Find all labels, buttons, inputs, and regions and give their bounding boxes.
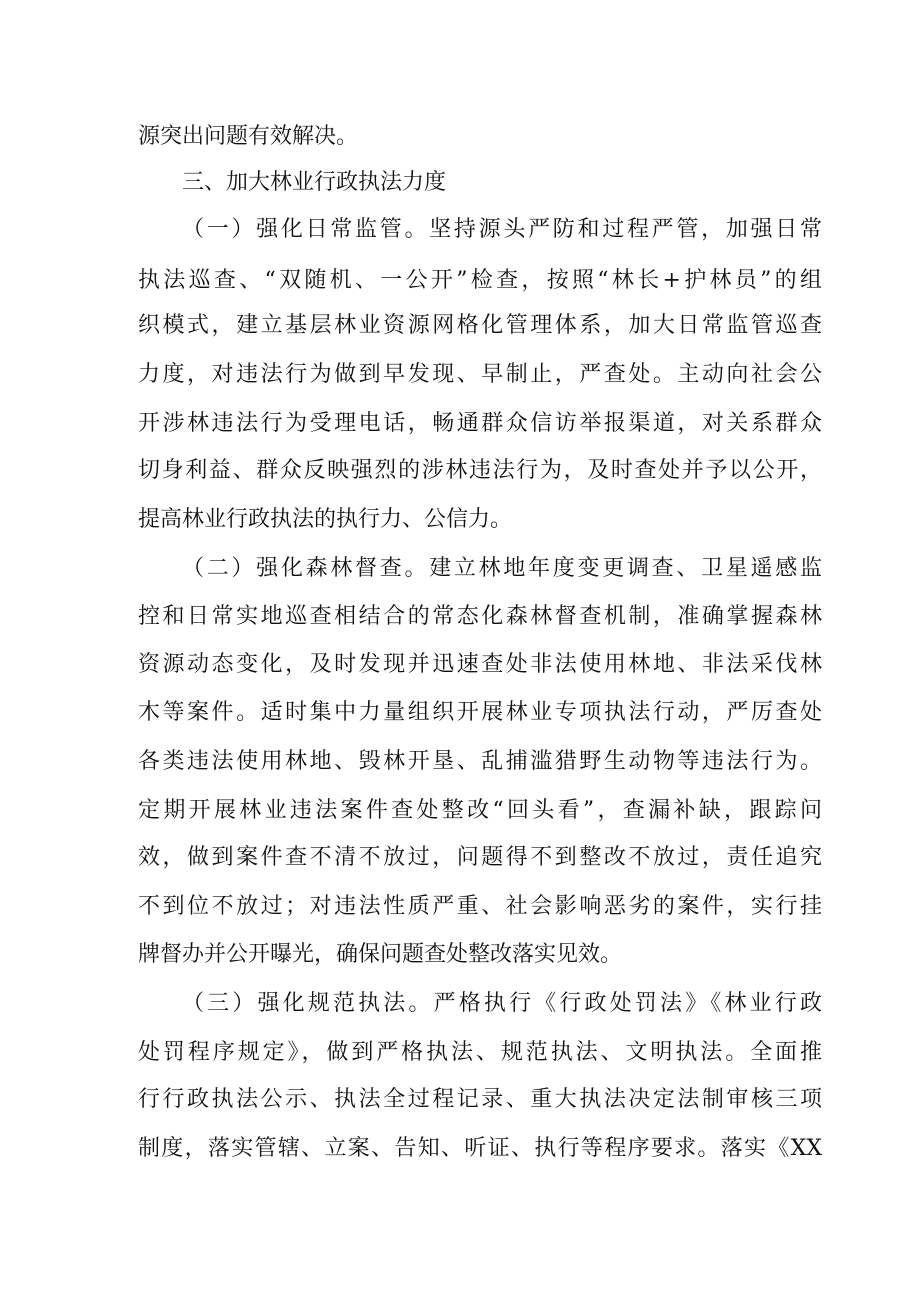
paragraph-line: 织模式，建立基层林业资源网格化管理体系，加大日常监管巡查 <box>138 313 822 338</box>
paragraph-line: 提高林业行政执法的执行力、公信力。 <box>138 507 513 532</box>
paragraph-line: 处罚程序规定》，做到严格执法、规范执法、文明执法。全面推 <box>138 1040 822 1065</box>
paragraph-line: 效，做到案件查不清不放过，问题得不到整改不放过，责任追究 <box>138 845 822 870</box>
paragraph-line: 开涉林违法行为受理电话，畅通群众信访举报渠道，对关系群众 <box>138 411 822 436</box>
paragraph-line: 不到位不放过；对违法性质严重、社会影响恶劣的案件，实行挂 <box>138 894 822 919</box>
paragraph-line: 各类违法使用林地、毁林开垦、乱捕滥猎野生动物等违法行为。 <box>138 749 822 774</box>
section-heading: 三、加大林业行政执法力度 <box>182 170 447 195</box>
paragraph-line: 牌督办并公开曝光，确保问题查处整改落实见效。 <box>138 942 623 967</box>
paragraph-line: （三）强化规范执法。严格执行《行政处罚法》《林业行政 <box>182 991 822 1016</box>
paragraph-line: 切身利益、群众反映强烈的涉林违法行为，及时查处并予以公开， <box>138 458 822 483</box>
paragraph-line: 执法巡查、“双随机、一公开”检查，按照“林长+护林员”的组 <box>138 268 822 293</box>
paragraph-line: 源突出问题有效解决。 <box>138 124 359 149</box>
paragraph-line: 制度，落实管辖、立案、告知、听证、执行等程序要求。落实《XX <box>138 1136 822 1161</box>
paragraph-line: （一）强化日常监管。坚持源头严防和过程严管，加强日常 <box>182 217 822 242</box>
paragraph-line: 力度，对违法行为做到早发现、早制止，严查处。主动向社会公 <box>138 362 822 387</box>
paragraph-line: 木等案件。适时集中力量组织开展林业专项执法行动，严厉查处 <box>138 700 822 725</box>
paragraph-line: 控和日常实地巡查相结合的常态化森林督查机制，准确掌握森林 <box>138 604 822 629</box>
paragraph-line: （二）强化森林督查。建立林地年度变更调查、卫星遥感监 <box>182 556 822 581</box>
paragraph-line: 行行政执法公示、执法全过程记录、重大执法决定法制审核三项 <box>138 1087 822 1112</box>
paragraph-line: 资源动态变化，及时发现并迅速查处非法使用林地、非法采伐林 <box>138 652 822 677</box>
paragraph-line: 定期开展林业违法案件查处整改“回头看”，查漏补缺，跟踪问 <box>138 798 822 823</box>
